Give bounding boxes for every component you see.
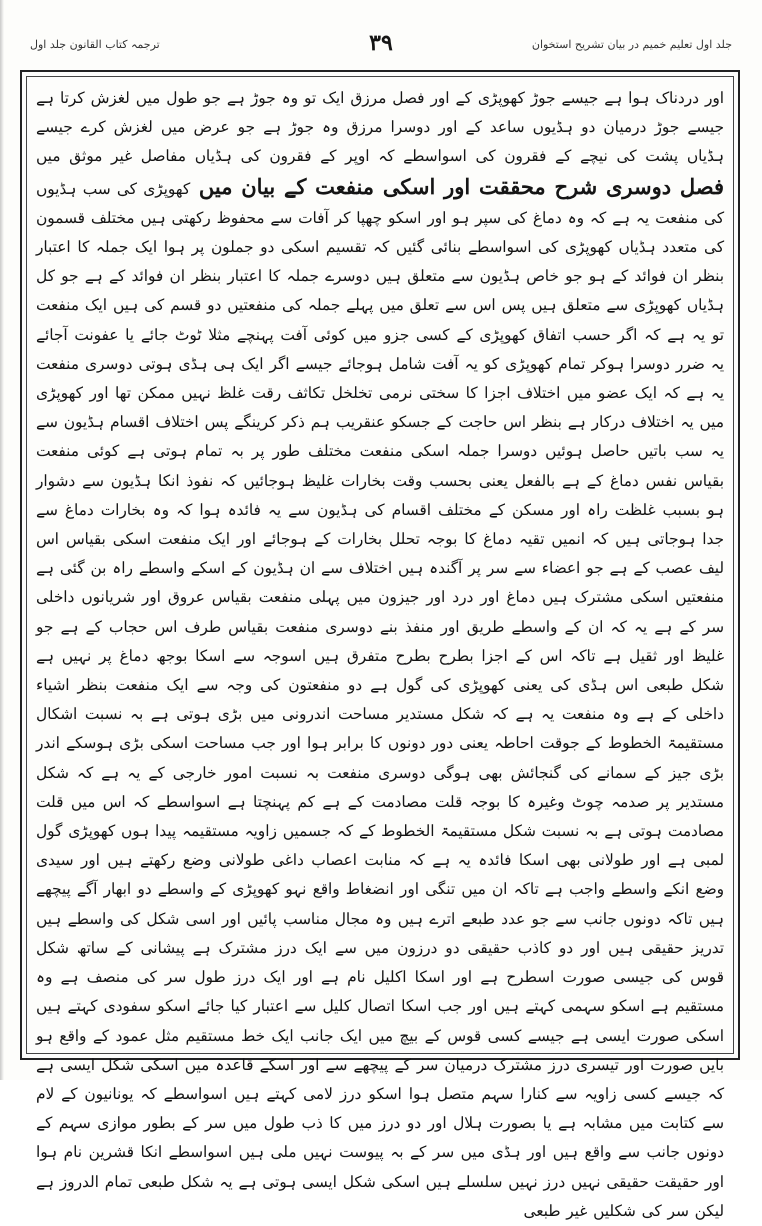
- main-text-block: [36, 84, 725, 1220]
- running-head-right: جلد اول تعلیم خمیم در بیان تشریح استخوان: [531, 38, 732, 51]
- text-paragraph: [36, 84, 724, 1226]
- paragraph-opening: اور دردناک ہوا ہے جیسے جوڑ کھوپڑی کے اور فصل مرزق ایک تو وہ جوڑ ہے جو طول میں لغزش کرتا ہے جیسے جوڑ درمیان دو ہڈیوں ساعد کے اور دوسرا مرزق وہ جوڑ ہے جو عرض میں لغزش کرے جیسے ہڈیاں پشت کی نیچے کے فقرون کی اسواسطے کہ اوپر کے فقرون کی ہڈیاں مفاصل غیر موثق میں: [36, 89, 724, 166]
- section-heading: فصل دوسری شرح محققت اور اسکی منفعت کے بیان میں: [190, 173, 724, 199]
- page-number: ۳۹: [369, 30, 393, 56]
- running-head: [30, 30, 732, 64]
- paragraph-body: کھوپڑی کی سب ہڈیوں کی منفعت یہ ہے کہ وہ دماغ کی سپر ہو اور اسکو چھپا کر آفات سے محفوظ رکھتی ہیں مختلف قسمون کی متعدد ہڈیاں کھوپڑی کی اسواسطے بنائی گئیں کہ تقسیم اسکی دو جملون پر ہوا ایک جملہ کا اعتبار بنظر ان فوائد کے ہو جو خاص ہڈیون سے متعلق ہیں دوسرے جملہ کا اعتبار بنظر ان فوائد کے ہے جو کل ہڈیاں کھوپڑی سے متعلق ہیں پس اس سے تعلق میں پہلے جملہ کی منفعتیں دو قسم کی ہیں ایک منفعت تو یہ ہے کہ اگر حسب اتفاق کھوپڑی کے کسی جزو میں کوئی آفت پہنچے مثلا ٹوٹ جائے یا عفونت آجائے یہ ضرر دوسرا ہوکر تمام کھوپڑی کو یہ آفت شامل ہوجائے جیسے اگر ایک ہی ہڈی ہوتی دوسری منفعت یہ ہے کہ ایک عضو میں اختلاف اجزا کا سختی نرمی تخلخل تکاثف رقت غلظ نہیں ممکن تھا اور کھوپڑی میں یہ اختلاف درکار ہے بنظر اس حاجت کے جسکو عنقریب ہم ذکر کرینگے پس اختلاف اقسام ہڈیون سے یہ سب باتیں حاصل ہوئیں دوسرا جملہ اسکی منفعت مختلف طور پر بہ تمام ہوتی ہے کوئی منفعت بقیاس نفس دماغ کے ہے بالفعل یعنی بحسب وقت بخارات غلیظ ہوجائیں کہ نفوذ انکا ہڈیون سے دشوار ہو بسبب غلظت راہ اور مسکن کے مختلف اقسام کی ہڈیون سے یہ فائدہ ہوا کہ وہ بخارات دماغ سے جدا ہوجاتی ہیں کہ انمیں تقیہ دماغ کا بوجہ تحلل بخارات کے ہوجائے اور ایک منفعت اسکی بقیاس اس لیف عصب کے ہے جو اعضاء سے سر پر آگندہ ہیں اختلاف سے ان ہڈیون کے اسکے واسطے راہ بن گئی ہے منفعتیں اسکی مشترک ہیں دماغ اور درد اور جیزون میں پہلی منفعت بقیاس عروق اور شریانوں داخلی سر کے ہے یہ کہ ان کے واسطے طریق اور منفذ بنے دوسری منفعت بقیاس طرف اس حجاب کے ہے جو غلیظ اور ثقیل ہے تاکہ اس کے اجزا بطرح بطرح متفرق ہیں اسوجہ سے اسکا بوجھ دماغ پر نہیں ہے شکل طبعی اس ہڈی کی یعنی کھوپڑی کی گول ہے دو منفعتون کی وجہ سے ایک منفعت بنظر اشیاء داخلی کے ہے وہ منفعت یہ ہے کہ شکل مستدیر مساحت اندرونی میں بڑی ہوتی ہے بہ نسبت اشکال مستقیمۃ الخطوط کے جوقت احاطہ یعنی دور دونوں کا برابر ہوا اور جب مساحت اسکی بڑی ہوسکے اندر بڑی جیز کے سمانے کی گنجائش بھی ہوگی دوسری منفعت بہ نسبت امور خارجی کے یہ ہے کہ شکل مستدیر پر صدمہ چوٹ وغیرہ کا بوجہ قلت مصادمت کے ہے کم پہنچتا ہے اسواسطے کہ اس میں قلت مصادمت ہوتی ہے بہ نسبت شکل مستقیمۃ الخطوط کے کہ جسمیں زاویہ مستقیمہ پیدا ہوں کھوپڑی گول لمبی ہے اور طولانی بھی اسکا فائدہ یہ ہے کہ منابت اعصاب داغی طولانی وضع رکھتے ہیں اور سیدی وضع انکے واسطے واجب ہے تاکہ ان میں تنگی اور انضغاط واقع نہو کھوپڑی کے واسطے دو ابھار آگے پیچھے ہیں تاکہ دونوں جانب سے جو عدد طبعے اترے ہیں وہ مجال مناسب پائیں اور اسی شکل کی واسطے ہیں تدریز حقیقی ہیں اور دو کاذب حقیقی دو درزون میں سے ایک درز مشترک ہے پیشانی کے ساتھ شکل قوس کی جیسی صورت اسطرح ہے اور اسکا اکلیل نام ہے اور ایک درز طول سر کی منصف ہے وہ مستقیم ہے اسکو سہمی کہتے ہیں اور جب اسکا اتصال کلیل سے اعتبار کیا جائے اسکو سفودی کہتے ہیں اسکی صورت ایسی ہے جیسے کسی قوس کے بیچ میں ایک جانب ایک خط مستقیم مثل عمود کے واقع ہو بایں صورت اور تیسری درز مشترک درمیان سر کے پیچھے سے اور اسکے قاعدہ میں اسکی شکل ایسی ہے کہ جیسے کسی زاویہ سے کنارا سہم متصل ہوا اسکو درز لامی کہتے ہیں اسواسطے کہ یونانیون کے لام سے کتابت میں مشابہ ہے یا بصورت ہلال اور دو درز میں کا ذب طول میں سر کے بطور موازی سہم کے دونوں جانب سے واقع ہیں اور ہڈی میں سر کے بہ پیوست نہیں ملی ہیں اسواسطے انکا قشرین نام ہوا اور حقیقت حقیقی نہیں درز نہیں سلسلے ہیں اسکی شکل ایسی ہوتی ہے یہ شکل طبعی تمام الدروز ہے لیکن سر کی شکلیں غیر طبعی: [36, 179, 725, 1220]
- scan-shadow-edge: [0, 0, 4, 1080]
- running-head-left: ترجمہ کتاب القانون جلد اول: [30, 38, 160, 51]
